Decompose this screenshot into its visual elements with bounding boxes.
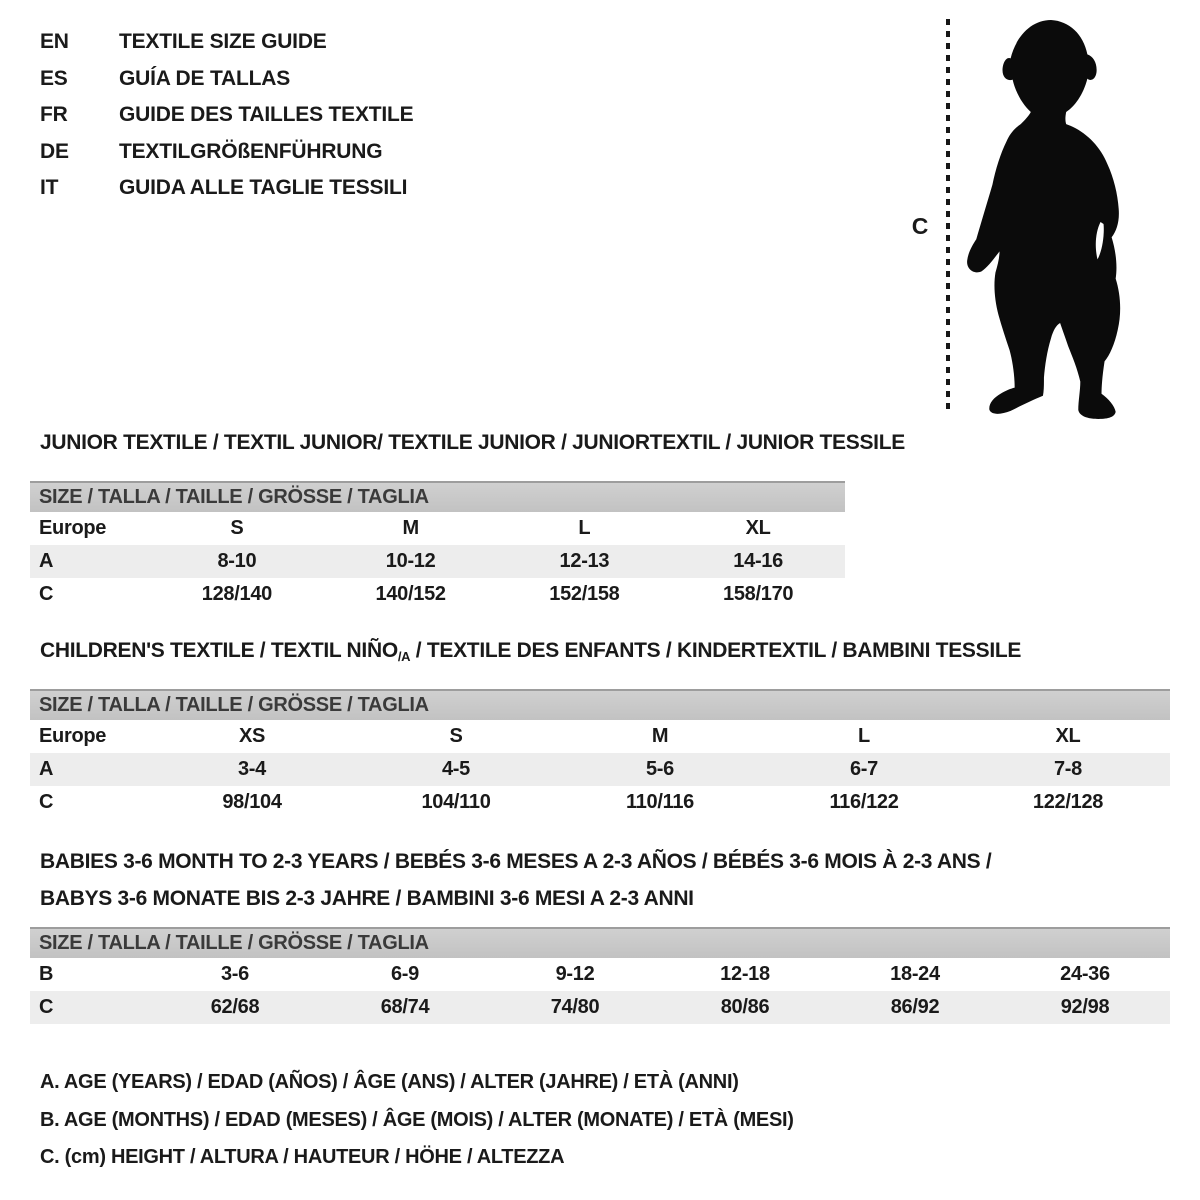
table-cell: 10-12: [385, 550, 436, 572]
table-cell: 152/158: [549, 583, 620, 605]
row-label: Europe: [39, 725, 107, 747]
children-size-header: SIZE / TALLA / TAILLE / GRÖSSE / TAGLIA: [30, 689, 1170, 720]
junior-section-title: JUNIOR TEXTILE / TEXTIL JUNIOR/ TEXTILE JUNIOR / JUNIORTEXTIL / JUNIOR TESSILE: [40, 431, 905, 454]
table-cell: XL: [1055, 725, 1081, 747]
table-cell: 80/86: [720, 996, 770, 1018]
language-row-es: [40, 61, 413, 98]
table-row: [30, 991, 1170, 1024]
table-cell: 9-12: [555, 963, 595, 985]
table-cell: S: [449, 725, 463, 747]
babies-title-line1: BABIES 3-6 MONTH TO 2-3 YEARS / BEBÉS 3-6 MESES A 2-3 AÑOS / BÉBÉS 3-6 MOIS À 2-3 ANS /: [40, 850, 992, 873]
table-row: [30, 958, 1170, 991]
children-title-text: CHILDREN'S TEXTILE / TEXTIL NIÑO: [40, 639, 398, 662]
language-row-en: [40, 24, 413, 61]
language-code: DE: [40, 139, 69, 163]
table-cell: S: [230, 517, 244, 539]
table-cell: 74/80: [550, 996, 600, 1018]
table-row: [30, 720, 1170, 753]
row-label: C: [39, 996, 54, 1018]
children-title-text: / TEXTILE DES ENFANTS / KINDERTEXTIL / BAMBINI TESSILE: [410, 639, 1022, 662]
table-cell: 3-4: [237, 758, 266, 780]
language-row-de: [40, 134, 413, 171]
row-label: B: [39, 963, 54, 985]
row-label: Europe: [39, 517, 107, 539]
table-cell: 12-18: [720, 963, 770, 985]
language-title: GUIDA ALLE TAGLIE TESSILI: [119, 176, 408, 200]
children-section-title: [40, 639, 1021, 664]
language-title-list: [40, 24, 413, 207]
table-cell: 24-36: [1060, 963, 1110, 985]
junior-size-header: SIZE / TALLA / TAILLE / GRÖSSE / TAGLIA: [30, 481, 845, 512]
table-row: [30, 786, 1170, 819]
table-row: [30, 753, 1170, 786]
table-cell: 104/110: [421, 791, 491, 813]
table-row: [30, 578, 845, 611]
table-cell: 158/170: [723, 583, 794, 605]
junior-size-table: [30, 481, 845, 611]
table-cell: 4-5: [441, 758, 470, 780]
babies-size-table: [30, 927, 1170, 1024]
babies-section-title: [40, 843, 991, 917]
table-cell: 128/140: [201, 583, 272, 605]
row-label: A: [39, 550, 54, 572]
table-cell: 110/116: [626, 791, 694, 813]
language-code: IT: [40, 176, 59, 200]
table-cell: 98/104: [222, 791, 282, 813]
table-cell: 92/98: [1060, 996, 1110, 1018]
note-height-cm: C. (cm) HEIGHT / ALTURA / HAUTEUR / HÖHE / ALTEZZA: [40, 1146, 565, 1168]
table-cell: 12-13: [559, 550, 610, 572]
language-code: EN: [40, 30, 69, 54]
table-cell: 6-9: [390, 963, 419, 985]
babies-title-line2: BABYS 3-6 MONATE BIS 2-3 JAHRE / BAMBINI 3-6 MESI A 2-3 ANNI: [40, 887, 694, 910]
row-label: C: [39, 583, 54, 605]
table-cell: 62/68: [210, 996, 260, 1018]
language-code: ES: [40, 66, 68, 90]
height-measure-dashed-line: [946, 19, 950, 415]
note-age-years: A. AGE (YEARS) / EDAD (AÑOS) / ÂGE (ANS) / ALTER (JAHRE) / ETÀ (ANNI): [40, 1071, 739, 1093]
children-title-subscript: /A: [397, 649, 411, 664]
language-title: TEXTILE SIZE GUIDE: [119, 30, 327, 54]
table-cell: L: [858, 725, 870, 747]
row-label: C: [39, 791, 54, 813]
toddler-silhouette-icon: [961, 16, 1137, 420]
table-cell: 5-6: [645, 758, 674, 780]
table-cell: M: [402, 517, 419, 539]
table-cell: 140/152: [375, 583, 446, 605]
table-cell: 68/74: [380, 996, 430, 1018]
language-row-fr: [40, 97, 413, 134]
language-code: FR: [40, 103, 68, 127]
babies-size-header: SIZE / TALLA / TAILLE / GRÖSSE / TAGLIA: [30, 927, 1170, 958]
table-cell: XS: [238, 725, 266, 747]
table-row: [30, 512, 845, 545]
table-cell: 116/122: [829, 791, 899, 813]
table-cell: 8-10: [217, 550, 257, 572]
table-cell: 6-7: [849, 758, 878, 780]
table-cell: 122/128: [1032, 791, 1104, 813]
table-cell: 14-16: [733, 550, 783, 572]
row-label: A: [39, 758, 54, 780]
table-cell: L: [578, 517, 591, 539]
table-row: [30, 545, 845, 578]
height-measure-label: C: [911, 213, 929, 239]
children-size-table: [30, 689, 1170, 819]
table-cell: M: [651, 725, 669, 747]
note-age-months: B. AGE (MONTHS) / EDAD (MESES) / ÂGE (MOIS) / ALTER (MONATE) / ETÀ (MESI): [40, 1108, 794, 1131]
language-title: GUÍA DE TALLAS: [119, 66, 291, 90]
language-title: TEXTILGRÖßENFÜHRUNG: [119, 139, 383, 163]
table-cell: 7-8: [1053, 758, 1082, 780]
legend-notes: [40, 1064, 794, 1177]
language-title: GUIDE DES TAILLES TEXTILE: [119, 103, 414, 127]
table-cell: 3-6: [220, 963, 249, 985]
language-row-it: [40, 170, 413, 207]
table-cell: 18-24: [890, 963, 940, 985]
table-cell: XL: [745, 517, 771, 539]
table-cell: 86/92: [890, 996, 940, 1018]
